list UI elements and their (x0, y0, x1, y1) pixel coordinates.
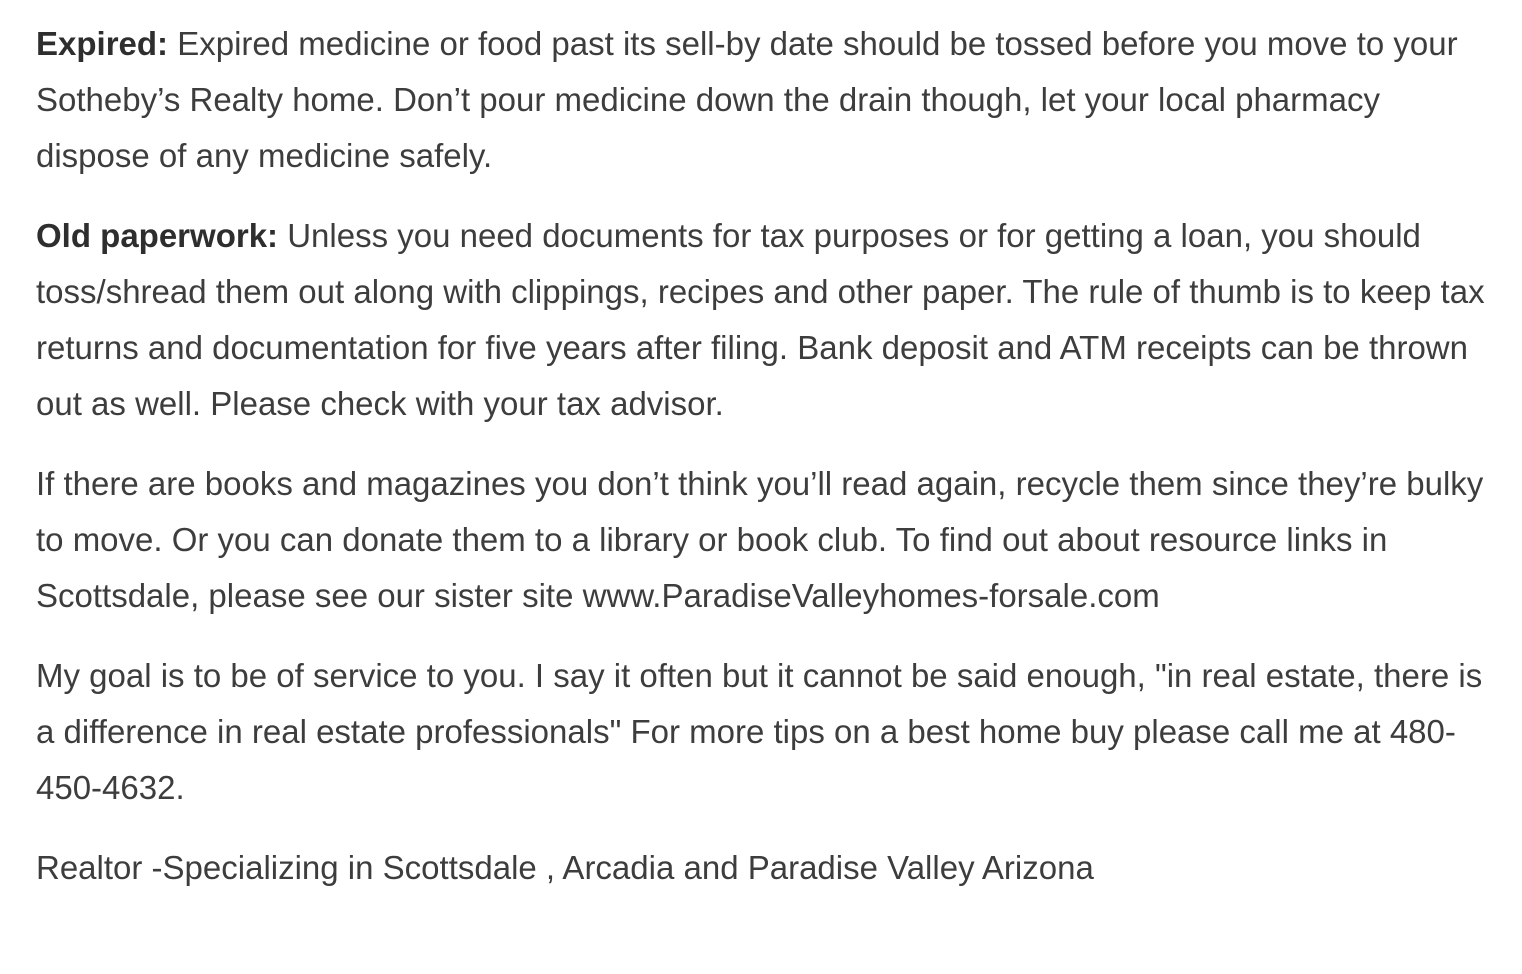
paragraph-realtor-signature (36, 840, 1486, 896)
paragraph-text-books-magazines: If there are books and magazines you don’t think you’ll read again, recycle them since they’re bulky to move. Or you can donate them to a library or book club. To find out about resource links in Scottsdale, please see our sister site www.ParadiseValleyhomes-forsale.com (36, 465, 1484, 614)
paragraph-books-magazines (36, 456, 1486, 624)
paragraph-text-service-goal: My goal is to be of service to you. I say it often but it cannot be said enough, "in real estate, there is a difference in real estate professionals" For more tips on a best home buy please call me at 480-450-4632. (36, 657, 1483, 806)
paragraph-text-expired: Expired medicine or food past its sell-by date should be tossed before you move to your Sotheby’s Realty home. Don’t pour medicine down the drain though, let your local pharmacy dispose of any medicine safely. (36, 25, 1458, 174)
paragraph-lead-old-paperwork: Old paperwork: (36, 217, 279, 254)
paragraph-old-paperwork (36, 208, 1486, 432)
paragraph-service-goal (36, 648, 1486, 816)
paragraph-text-old-paperwork: Unless you need documents for tax purposes or for getting a loan, you should toss/shread them out along with clippings, recipes and other paper. The rule of thumb is to keep tax returns and documentation for five years after filing. Bank deposit and ATM receipts can be thrown out as well. Please check with your tax advisor. (36, 217, 1485, 422)
paragraph-text-realtor-signature: Realtor -Specializing in Scottsdale , Arcadia and Paradise Valley Arizona (36, 849, 1094, 886)
paragraph-expired (36, 16, 1486, 184)
paragraph-lead-expired: Expired: (36, 25, 169, 62)
